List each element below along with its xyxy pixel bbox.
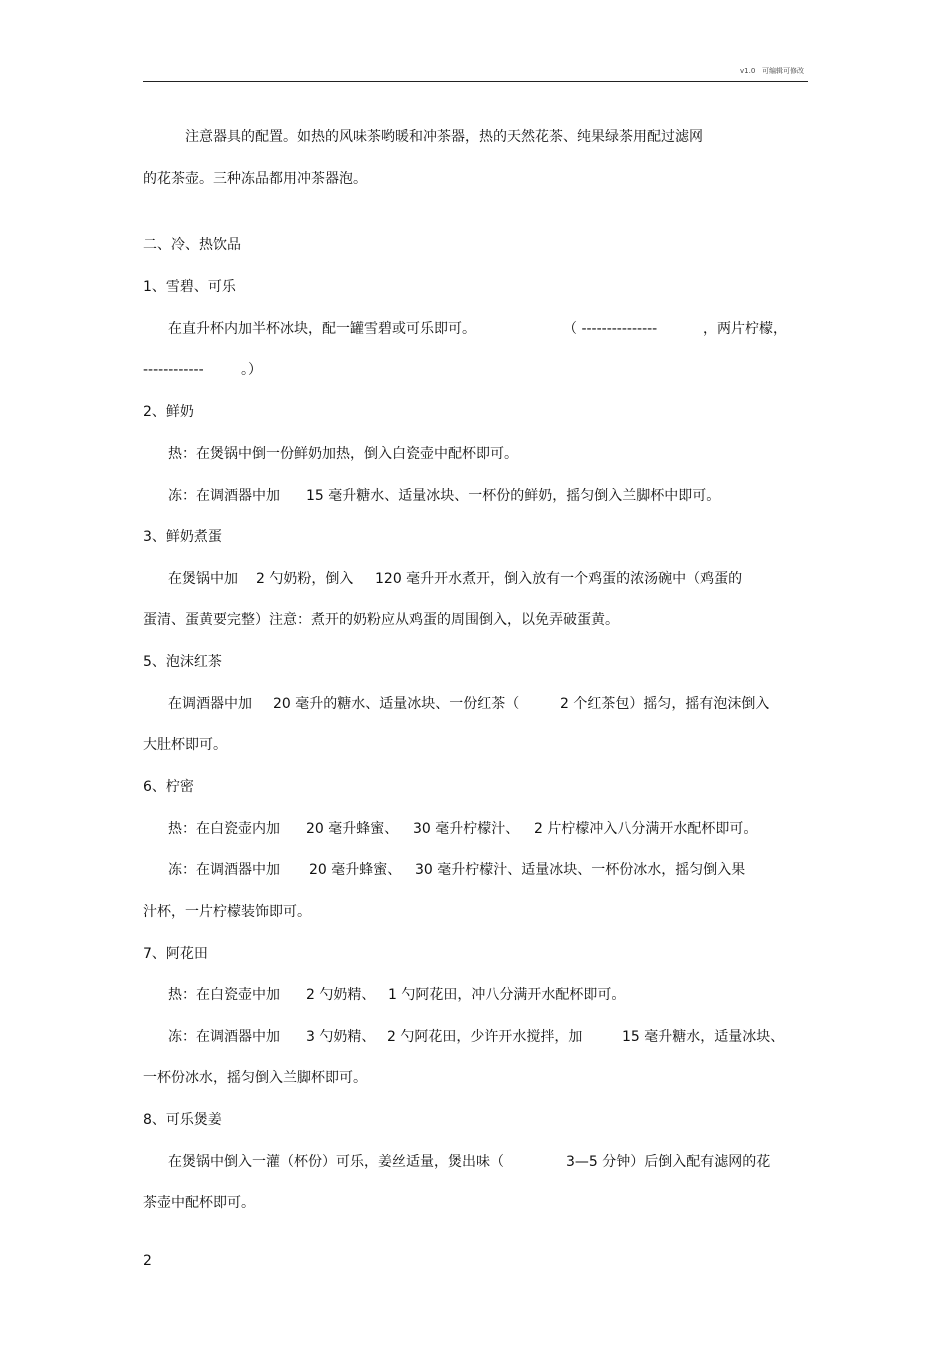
paragraph-fragment: 在煲锅中加: [168, 571, 238, 587]
paragraph-fragment: 。）: [241, 362, 262, 378]
paragraph-fragment: 1 勺阿花田，冲八分满开水配杯即可。: [388, 987, 626, 1003]
paragraph-fragment: 2 个红茶包）摇匀，摇有泡沫倒入: [560, 696, 770, 712]
paragraph-line: 茶壶中配杯即可。: [143, 1195, 255, 1211]
item-heading: 3、鲜奶煮蛋: [143, 529, 222, 545]
item-heading: 2、鲜奶: [143, 404, 194, 420]
paragraph-fragment: 2 勺奶精、: [306, 987, 376, 1003]
paragraph-fragment: 在煲锅中倒入一灌（杯份）可乐，姜丝适量，煲出味（: [168, 1154, 504, 1170]
item-heading: 6、柠密: [143, 779, 194, 795]
paragraph-fragment: 20 毫升蜂蜜、: [306, 821, 399, 837]
paragraph-line: 在直升杯内加半杯冰块，配一罐雪碧或可乐即可。: [168, 321, 476, 337]
paragraph-fragment: 2 勺奶粉，倒入: [256, 571, 354, 587]
paragraph-fragment: 120 毫升开水煮开，倒入放有一个鸡蛋的浓汤碗中（鸡蛋的: [375, 571, 743, 587]
paragraph-fragment: 15 毫升糖水，适量冰块、: [622, 1029, 785, 1045]
paragraph-fragment: 冻：在调酒器中加: [168, 488, 280, 504]
paragraph-fragment: 20 毫升蜂蜜、: [309, 862, 402, 878]
section-heading: 二、冷、热饮品: [143, 237, 241, 253]
paragraph-fragment: 在调酒器中加: [168, 696, 252, 712]
paragraph-line: 注意器具的配置。如热的风味茶哟暖和冲茶器，热的天然花茶、纯果绿茶用配过滤网: [185, 129, 703, 145]
paragraph-fragment: 3 勺奶精、: [306, 1029, 376, 1045]
paragraph-fragment: 3—5 分钟）后倒入配有滤网的花: [566, 1154, 771, 1170]
item-heading: 1、雪碧、可乐: [143, 279, 236, 295]
paragraph-line: 热：在煲锅中倒一份鲜奶加热，倒入白瓷壶中配杯即可。: [168, 446, 518, 462]
header-version-note: [740, 66, 804, 76]
version-label: v1.0: [740, 67, 756, 75]
paragraph-fragment: ，两片柠檬，: [703, 321, 787, 337]
paragraph-fragment: ------------: [143, 362, 204, 378]
paragraph-line: 一杯份冰水，摇匀倒入兰脚杯即可。: [143, 1070, 367, 1086]
paragraph-fragment: 30 毫升柠檬汁、: [413, 821, 520, 837]
item-heading: 5、泡沫红茶: [143, 654, 222, 670]
paragraph-fragment: 冻：在调酒器中加: [168, 862, 280, 878]
paragraph-fragment: 2 片柠檬冲入八分满开水配杯即可。: [534, 821, 758, 837]
paragraph-fragment: 热：在白瓷壶中加: [168, 987, 280, 1003]
paragraph-line: 蛋清、蛋黄要完整）注意：煮开的奶粉应从鸡蛋的周围倒入，以免弄破蛋黄。: [143, 612, 619, 628]
paragraph-fragment: 30 毫升柠檬汁、适量冰块、一杯份冰水，摇匀倒入果: [415, 862, 746, 878]
paragraph-line: 汁杯，一片柠檬装饰即可。: [143, 904, 311, 920]
editable-note: 可编辑可修改: [762, 67, 804, 75]
paragraph-line: 大肚杯即可。: [143, 737, 227, 753]
item-heading: 8、可乐煲姜: [143, 1112, 222, 1128]
paragraph-fragment: 20 毫升的糖水、适量冰块、一份红茶（: [273, 696, 520, 712]
paragraph-fragment: 热：在白瓷壶内加: [168, 821, 280, 837]
paragraph-fragment: （ ---------------: [563, 321, 658, 337]
header-rule: [143, 81, 808, 82]
paragraph-fragment: 15 毫升糖水、适量冰块、一杯份的鲜奶，摇匀倒入兰脚杯中即可。: [306, 488, 721, 504]
paragraph-fragment: 2 勺阿花田，少许开水搅拌，加: [387, 1029, 583, 1045]
item-heading: 7、阿花田: [143, 946, 208, 962]
paragraph-line: 的花茶壶。三种冻品都用冲茶器泡。: [143, 171, 367, 187]
page-number: 2: [143, 1253, 152, 1269]
paragraph-fragment: 冻：在调酒器中加: [168, 1029, 280, 1045]
